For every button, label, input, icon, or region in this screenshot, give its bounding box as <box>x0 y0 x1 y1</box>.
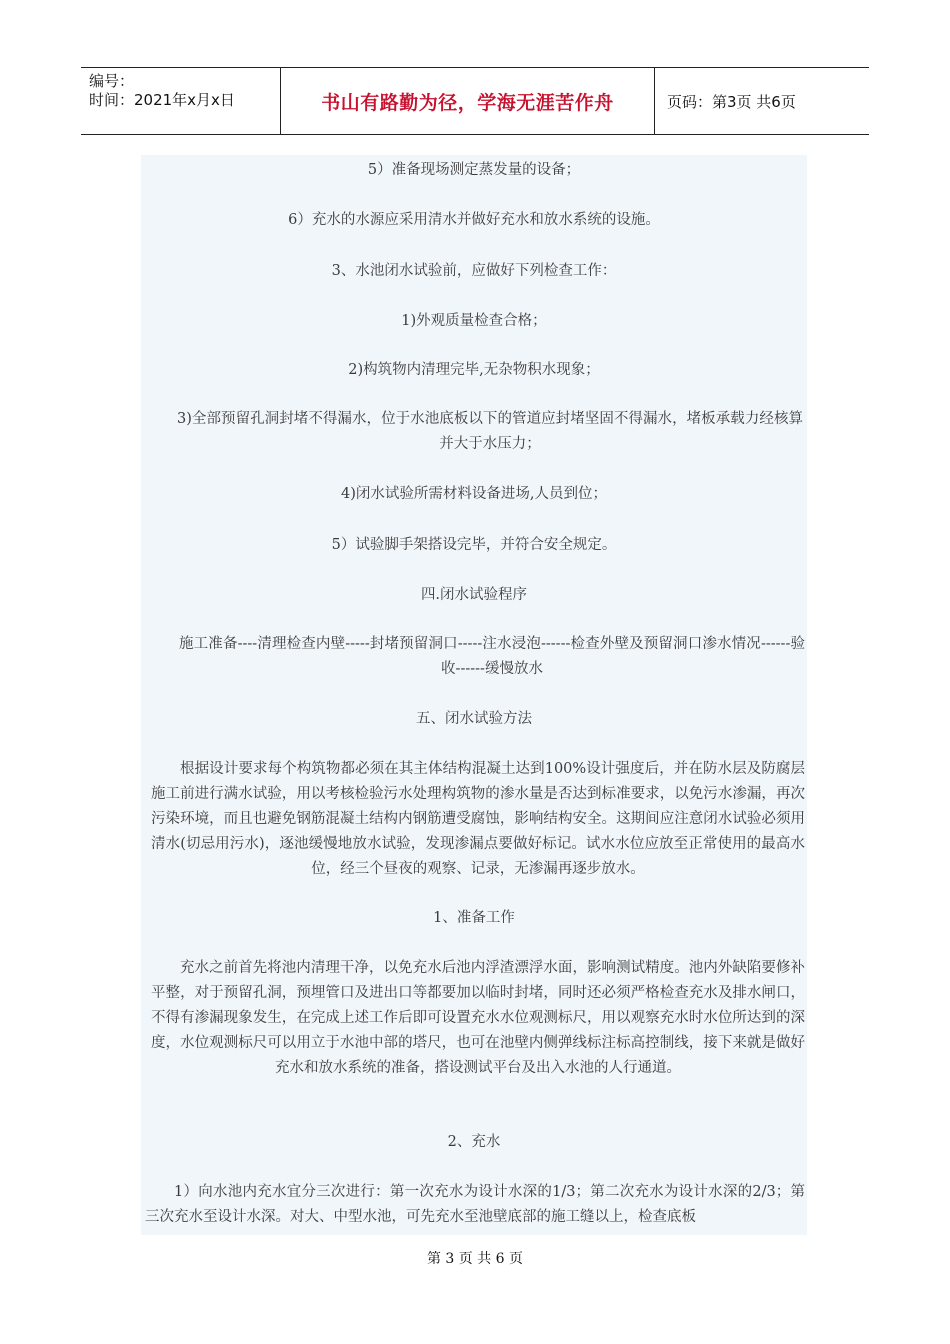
paragraph: 3)全部预留孔洞封堵不得漏水，位于水池底板以下的管道应封堵坚固不得漏水，堵板承载力经核算并大于水压力； <box>177 411 803 452</box>
document-body <box>141 155 807 1235</box>
paragraph: 根据设计要求每个构筑物都必须在其主体结构混凝土达到100%设计强度后，并在防水层及防腐层施工前进行满水试验，用以考核检验污水处理构筑物的渗水量是否达到标准要求，以免污水渗漏，再次污染环境，而且也避免钢筋混凝土结构内钢筋遭受腐蚀，影响结构安全。这期间应注意闭水试验必须用清水(切忌用污水)，逐池缓慢地放水试验，发现渗漏点要做好标记。试水水位应放至正常使用的最高水位，经三个昼夜的观察、记录，无渗漏再逐步放水。 <box>151 761 805 877</box>
page-header <box>81 67 869 135</box>
paragraph: 充水之前首先将池内清理干净，以免充水后池内浮渣漂浮水面，影响测试精度。池内外缺陷要修补平整，对于预留孔洞，预埋管口及进出口等都要加以临时封堵，同时还必须严格检查充水及排水闸口，不得有渗漏现象发生，在完成上述工作后即可设置充水水位观测标尺，用以观察充水时水位所达到的深度，水位观测标尺可以用立于水池中部的塔尺，也可在池壁内侧弹线标注标高控制线，接下来就是做好充水和放水系统的准备，搭设测试平台及出入水池的人行通道。 <box>151 960 805 1076</box>
procedure-flow: 施工准备----清理检查内壁-----封堵预留洞口-----注水浸泡------检查外壁及预留洞口渗水情况------验收------缓慢放水 <box>179 636 805 677</box>
header-meta <box>81 68 281 134</box>
header-page-code: 页码：第3页 共6页 <box>667 92 796 111</box>
paragraph: 5）准备现场测定蒸发量的设备； <box>367 162 581 178</box>
paragraph: 5）试验脚手架搭设完毕，并符合安全规定。 <box>331 537 617 553</box>
paragraph: 4)闭水试验所需材料设备进场,人员到位； <box>341 486 607 502</box>
paragraph: 6）充水的水源应采用清水并做好充水和放水系统的设施。 <box>288 212 660 228</box>
header-motto: 书山有路勤为径，学海无涯苦作舟 <box>281 68 655 134</box>
number-label: 编号： <box>89 72 135 90</box>
section-heading: 五、闭水试验方法 <box>416 711 532 727</box>
paragraph: 2)构筑物内清理完毕,无杂物积水现象； <box>348 362 600 378</box>
paragraph: 1）向水池内充水宜分三次进行：第一次充水为设计水深的1/3；第二次充水为设计水深的2/3；第三次充水至设计水深。对大、中型水池，可先充水至池壁底部的施工缝以上，检查底板 <box>145 1184 805 1225</box>
paragraph: 1)外观质量检查合格； <box>401 313 547 329</box>
section-heading: 2、充水 <box>447 1134 501 1150</box>
section-heading: 3、水池闭水试验前，应做好下列检查工作： <box>331 263 617 279</box>
page-footer: 第 3 页 共 6 页 <box>426 1251 524 1267</box>
time-label: 时间：2021年x月x日 <box>89 91 235 109</box>
section-heading: 四.闭水试验程序 <box>420 587 528 603</box>
section-heading: 1、准备工作 <box>433 910 515 926</box>
